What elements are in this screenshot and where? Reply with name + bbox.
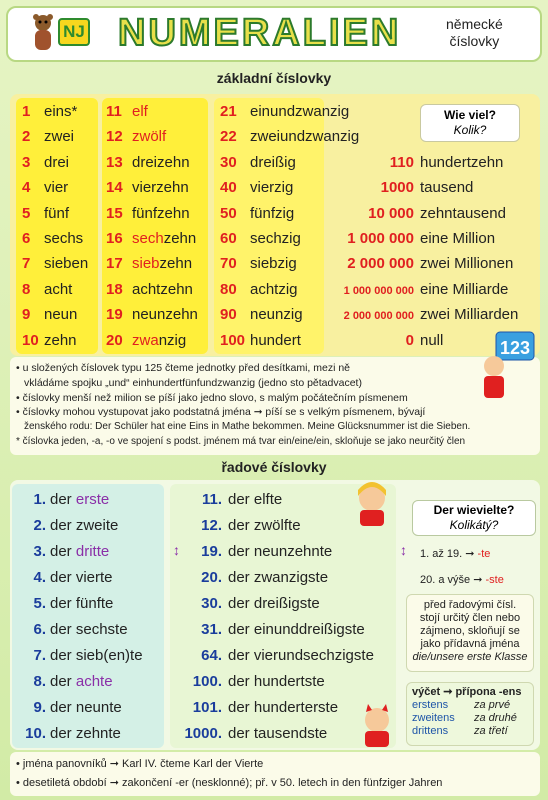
cardinal-number: 12 bbox=[106, 128, 123, 146]
suffix-rule-ste bbox=[420, 573, 504, 586]
cardinal-word: vierzig bbox=[250, 179, 294, 197]
cardinal-word: sechs bbox=[44, 230, 84, 247]
ordinal-row bbox=[14, 695, 122, 721]
cardinal-word: neun bbox=[44, 306, 78, 324]
cardinal-word: zehntausend bbox=[420, 204, 506, 222]
ordinal-word: der vierte bbox=[50, 569, 113, 586]
up-down-arrow-icon: ↕ bbox=[173, 542, 180, 558]
ordinal-footer bbox=[10, 752, 540, 796]
cardinal-number: 16 bbox=[106, 230, 123, 247]
ordinal-row bbox=[14, 513, 118, 539]
cardinal-row bbox=[322, 328, 443, 354]
cardinal-word: zwei Millionen bbox=[420, 255, 514, 273]
ordinal-row bbox=[180, 539, 332, 565]
cardinal-row bbox=[106, 328, 186, 354]
cardinal-number: 60 bbox=[220, 230, 237, 247]
cardinal-number: 22 bbox=[220, 128, 237, 146]
cardinal-row bbox=[220, 175, 293, 201]
ordinal-row bbox=[180, 513, 301, 539]
cardinal-word: fünf bbox=[44, 204, 70, 222]
cardinal-number: 17 bbox=[106, 255, 123, 273]
ordinal-row bbox=[14, 669, 113, 695]
ordinal-row bbox=[180, 565, 328, 591]
ordinal-number: 5. bbox=[33, 595, 46, 612]
cardinal-word-suffix: neunzehn bbox=[132, 306, 198, 324]
ordinal-word: der neunzehnte bbox=[228, 543, 333, 560]
ordinal-number: 12. bbox=[201, 517, 222, 534]
cardinal-row bbox=[106, 251, 192, 277]
rule-suffix: -te bbox=[477, 548, 491, 560]
cardinal-number: 1 000 000 000 bbox=[343, 284, 414, 297]
cardinal-number: 70 bbox=[220, 255, 237, 273]
girl-thinking-icon bbox=[352, 482, 392, 526]
wieviel-de: Wie viel? bbox=[444, 108, 496, 122]
ordinal-number: 9. bbox=[33, 699, 46, 716]
note-line: • číslovky menší než milion se píší jako jedno slovo, s malým počátečním písmenem bbox=[16, 391, 408, 404]
ordinal-row bbox=[14, 487, 109, 513]
cardinal-word: vier bbox=[44, 179, 69, 197]
ordinal-word: der zwölfte bbox=[228, 517, 301, 534]
wievielte-de: Der wievielte? bbox=[433, 503, 515, 517]
cardinal-row bbox=[220, 99, 349, 125]
subtitle-line2: číslovky bbox=[449, 33, 500, 49]
wieviel-box bbox=[420, 104, 520, 142]
cardinal-row bbox=[22, 302, 77, 328]
ordinal-number: 4. bbox=[33, 569, 46, 586]
cardinal-row bbox=[22, 226, 83, 252]
ordinal-row bbox=[14, 565, 113, 591]
note-line: jako přídavná jména bbox=[420, 638, 520, 650]
cardinal-number: 21 bbox=[220, 103, 237, 120]
cardinal-word: siebzig bbox=[250, 255, 297, 273]
ordinal-word: der hundertste bbox=[228, 673, 325, 690]
note-line: die/unsere erste Klasse bbox=[412, 651, 528, 663]
cardinal-section-title: základní číslovky bbox=[216, 70, 332, 86]
cardinal-row bbox=[322, 226, 495, 252]
ordinal-row bbox=[180, 591, 320, 617]
cardinal-row bbox=[322, 251, 513, 277]
note-line: vkládáme spojku „und“ einhundertfünfundzwanzig (jedno sto pětadvacet) bbox=[24, 376, 362, 389]
wieviel-cz: Kolik? bbox=[453, 123, 487, 137]
cardinal-number: 5 bbox=[22, 204, 31, 222]
cardinal-number: 1 000 000 bbox=[347, 230, 414, 247]
cardinal-word-suffix: achtzehn bbox=[132, 280, 193, 298]
ordinal-row bbox=[180, 721, 327, 747]
footer-line: • desetiletá období ➞ zakončení -er (nesklonné); př. v 50. letech in den fünfziger Jahren bbox=[16, 777, 443, 789]
enumeration-cz: za druhé bbox=[474, 712, 517, 724]
cardinal-word: tausend bbox=[420, 179, 474, 197]
note-line: ženského rodu: Der Schüler hat eine Eins in Mathe bekommen. Meine Glücksnummer ist die Sieben. bbox=[24, 421, 471, 433]
cardinal-row bbox=[22, 99, 77, 125]
ordinal-word-highlight: dritte bbox=[75, 543, 110, 560]
up-down-arrow-icon: ↕ bbox=[400, 542, 407, 558]
ordinal-word: der bbox=[50, 543, 76, 560]
cardinal-number: 19 bbox=[106, 306, 123, 324]
enumeration-de: erstens bbox=[412, 699, 449, 711]
ordinal-word: der bbox=[50, 491, 76, 508]
cardinal-word: dreißig bbox=[250, 153, 296, 171]
rule-text: 20. a výše ➞ bbox=[420, 574, 483, 586]
ordinal-word: der tausendste bbox=[228, 725, 328, 742]
ordinal-number: 3. bbox=[33, 543, 46, 560]
enumeration-head: výčet ➞ přípona -ens bbox=[412, 686, 522, 698]
cardinal-word: zwei Milliarden bbox=[420, 306, 519, 324]
ordinal-word: der sechste bbox=[50, 621, 128, 638]
cardinal-row bbox=[220, 124, 359, 150]
subtitle-line1: německé bbox=[446, 16, 503, 32]
cardinal-number: 80 bbox=[220, 280, 237, 298]
cardinal-row bbox=[22, 277, 72, 303]
cardinal-number: 8 bbox=[22, 280, 31, 298]
enumeration-de: zweitens bbox=[412, 712, 455, 724]
page-subtitle bbox=[446, 16, 503, 50]
cardinal-row bbox=[22, 150, 69, 176]
cardinal-row bbox=[220, 302, 303, 328]
cardinal-row bbox=[322, 201, 506, 227]
cardinal-number: 50 bbox=[220, 204, 237, 222]
child-with-123-sign-icon bbox=[478, 330, 536, 400]
ordinal-number: 1. bbox=[33, 491, 46, 508]
rule-text: 1. až 19. ➞ bbox=[420, 548, 475, 560]
cardinal-word: neunzig bbox=[250, 306, 303, 324]
cardinal-number: 14 bbox=[106, 179, 123, 197]
cardinal-row bbox=[322, 277, 508, 303]
cardinal-word: zwei bbox=[44, 128, 75, 146]
cardinal-word-suffix: dreizehn bbox=[132, 153, 190, 171]
article-note bbox=[406, 594, 534, 672]
cardinal-word: drei bbox=[44, 153, 70, 171]
ordinal-word: der sieb(en)te bbox=[50, 647, 143, 664]
note-line: stojí určitý člen nebo bbox=[419, 612, 521, 624]
cardinal-row bbox=[220, 251, 297, 277]
cardinal-row bbox=[106, 175, 189, 201]
cardinal-word: acht bbox=[44, 280, 73, 298]
cardinal-number: 90 bbox=[220, 306, 237, 324]
cardinal-word-suffix: zehn bbox=[159, 255, 193, 273]
wievielte-cz: Kolikátý? bbox=[449, 518, 499, 532]
cardinal-word: eins* bbox=[44, 103, 78, 120]
ordinal-row bbox=[180, 695, 338, 721]
note-line: před řadovými čísl. bbox=[423, 599, 517, 611]
ordinal-number: 20. bbox=[201, 569, 222, 586]
cardinal-number: 11 bbox=[106, 103, 122, 120]
ordinal-word: der zehnte bbox=[50, 725, 121, 742]
enumeration-de: drittens bbox=[412, 725, 449, 737]
cardinal-number: 15 bbox=[106, 204, 123, 222]
cardinal-row bbox=[220, 201, 294, 227]
cardinal-word-suffix: zehn bbox=[163, 230, 197, 247]
cardinal-number: 100 bbox=[220, 331, 246, 349]
cardinal-number: 10 000 bbox=[368, 204, 414, 222]
cardinal-word: achtzig bbox=[250, 280, 298, 298]
cardinal-row bbox=[22, 124, 74, 150]
cardinal-row bbox=[220, 277, 298, 303]
note-line: * číslovka jeden, -a, -o ve spojení s podst. jménem má tvar ein/eine/ein, skloňuje se jako neurčitý člen bbox=[16, 435, 466, 447]
cardinal-number: 40 bbox=[220, 179, 237, 197]
cardinal-word: eine Milliarde bbox=[420, 280, 509, 298]
cardinal-number: 6 bbox=[22, 230, 31, 247]
cardinal-row bbox=[220, 150, 296, 176]
ordinal-row bbox=[180, 487, 282, 513]
enumeration-note bbox=[406, 682, 534, 746]
ordinal-word-highlight: achte bbox=[75, 673, 113, 690]
cardinal-row bbox=[106, 99, 148, 125]
cardinal-row bbox=[22, 201, 69, 227]
note-line: • u složených číslovek typu 125 čteme jednotky před desítkami, mezi ně bbox=[16, 362, 351, 374]
page-title: NUMERALIEN bbox=[118, 12, 402, 54]
cardinal-number: 13 bbox=[106, 153, 123, 171]
cardinal-word-suffix: nzig bbox=[158, 331, 187, 349]
ordinal-word: der vierundsechzigste bbox=[228, 647, 374, 664]
devil-kid-icon bbox=[358, 704, 396, 748]
ordinal-row bbox=[14, 591, 113, 617]
wievielte-box bbox=[412, 500, 536, 536]
ordinal-word: der zwanzigste bbox=[228, 569, 329, 586]
ordinal-number: 1000. bbox=[184, 725, 222, 742]
ordinal-word: der dreißigste bbox=[228, 595, 320, 612]
cardinal-number: 18 bbox=[106, 280, 123, 298]
cardinal-number: 30 bbox=[220, 153, 237, 171]
enumeration-rows bbox=[412, 699, 528, 738]
cardinal-word-stem: zwölf bbox=[132, 128, 167, 146]
cardinal-row bbox=[22, 328, 77, 354]
cardinal-row bbox=[322, 175, 473, 201]
cardinal-row bbox=[106, 124, 166, 150]
cardinal-word: eine Million bbox=[420, 230, 496, 247]
cardinal-word: sieben bbox=[44, 255, 89, 273]
cardinal-word-stem: elf bbox=[132, 103, 148, 120]
ordinal-number: 100. bbox=[192, 673, 222, 690]
suffix-rule-te bbox=[420, 547, 490, 560]
ordinal-row bbox=[14, 539, 109, 565]
cardinal-number: 2 bbox=[22, 128, 31, 146]
note-line: • číslovky mohou vystupovat jako podstatná jména ➞ píší se s velkým písmenem, bývají bbox=[16, 406, 426, 419]
cardinal-word-suffix: vierzehn bbox=[132, 179, 189, 197]
cardinal-row bbox=[322, 302, 518, 328]
cardinal-word-stem: zwa bbox=[132, 331, 159, 349]
enumeration-cz: za prvé bbox=[474, 699, 511, 711]
footer-line: • jména panovníků ➞ Karl IV. čteme Karl der Vierte bbox=[16, 758, 264, 770]
cardinal-word: zehn bbox=[44, 331, 77, 349]
cardinal-number: 2 000 000 000 bbox=[343, 310, 414, 323]
cardinal-row bbox=[220, 226, 301, 252]
ordinal-number: 31. bbox=[201, 621, 222, 638]
ordinal-row bbox=[180, 643, 374, 669]
ordinal-word: der hunderterste bbox=[228, 699, 339, 716]
ordinal-number: 19. bbox=[201, 543, 222, 560]
enumeration-row bbox=[412, 725, 528, 738]
ordinal-word: der elfte bbox=[228, 491, 283, 508]
cardinal-word: hundert bbox=[250, 331, 301, 349]
cardinal-word-suffix: fünfzehn bbox=[132, 204, 190, 222]
note-line: zájmeno, skloňují se bbox=[420, 625, 520, 637]
cardinal-row bbox=[106, 201, 190, 227]
cardinal-number: 1 bbox=[22, 103, 31, 120]
logo: NJ bbox=[58, 18, 90, 46]
cardinal-row bbox=[106, 302, 198, 328]
cardinal-row bbox=[106, 150, 190, 176]
cardinal-notes bbox=[10, 357, 540, 455]
cardinal-number: 4 bbox=[22, 179, 31, 197]
ordinal-word: der neunte bbox=[50, 699, 122, 716]
cardinal-number: 110 bbox=[389, 153, 414, 171]
ordinal-row bbox=[14, 721, 121, 747]
cardinal-number: 7 bbox=[22, 255, 31, 273]
cardinal-word: null bbox=[420, 331, 444, 349]
ordinal-row bbox=[14, 643, 143, 669]
cardinal-number: 3 bbox=[22, 153, 31, 171]
ordinal-number: 30. bbox=[201, 595, 222, 612]
ordinal-row bbox=[14, 617, 128, 643]
cardinal-number: 9 bbox=[22, 306, 31, 324]
enumeration-row bbox=[412, 712, 528, 725]
svg-text:123: 123 bbox=[500, 338, 531, 358]
cardinal-row bbox=[322, 150, 503, 176]
cardinal-row bbox=[106, 226, 196, 252]
ordinal-word: der zweite bbox=[50, 517, 119, 534]
ordinal-number: 8. bbox=[33, 673, 46, 690]
ordinal-section-title: řadové číslovky bbox=[221, 459, 327, 475]
ordinal-word-highlight: erste bbox=[75, 491, 110, 508]
ordinal-row bbox=[180, 669, 325, 695]
ordinal-number: 64. bbox=[201, 647, 222, 664]
ordinal-number: 6. bbox=[33, 621, 46, 638]
ordinal-number: 10. bbox=[25, 725, 46, 742]
ordinal-word: der bbox=[50, 673, 76, 690]
cardinal-word: sechzig bbox=[250, 230, 301, 247]
cardinal-number: 0 bbox=[405, 331, 414, 349]
cardinal-number: 10 bbox=[22, 331, 39, 349]
ordinal-word: der fünfte bbox=[50, 595, 114, 612]
cardinal-word-stem: sech bbox=[132, 230, 164, 247]
ordinal-word: der einunddreißigste bbox=[228, 621, 365, 638]
cardinal-number: 1000 bbox=[380, 179, 414, 197]
ordinal-number: 101. bbox=[192, 699, 222, 716]
bear-mascot-icon bbox=[30, 14, 56, 52]
cardinal-word: hundertzehn bbox=[420, 153, 504, 171]
cardinal-row bbox=[22, 175, 68, 201]
cardinal-word: fünfzig bbox=[250, 204, 295, 222]
cardinal-row bbox=[220, 328, 301, 354]
cardinal-word: zweiundzwanzig bbox=[250, 128, 360, 146]
ordinal-number: 11. bbox=[201, 491, 222, 508]
enumeration-row bbox=[412, 699, 528, 712]
enumeration-cz: za třetí bbox=[474, 725, 508, 737]
rule-suffix: -ste bbox=[485, 574, 504, 586]
cardinal-word-stem: sieb bbox=[132, 255, 160, 273]
cardinal-row bbox=[106, 277, 193, 303]
cardinal-number: 20 bbox=[106, 331, 123, 349]
cardinal-word: einundzwanzig bbox=[250, 103, 350, 120]
cardinal-number: 2 000 000 bbox=[347, 255, 414, 273]
ordinal-row bbox=[180, 617, 365, 643]
ordinal-number: 7. bbox=[33, 647, 46, 664]
ordinal-number: 2. bbox=[33, 517, 46, 534]
cardinal-row bbox=[22, 251, 88, 277]
